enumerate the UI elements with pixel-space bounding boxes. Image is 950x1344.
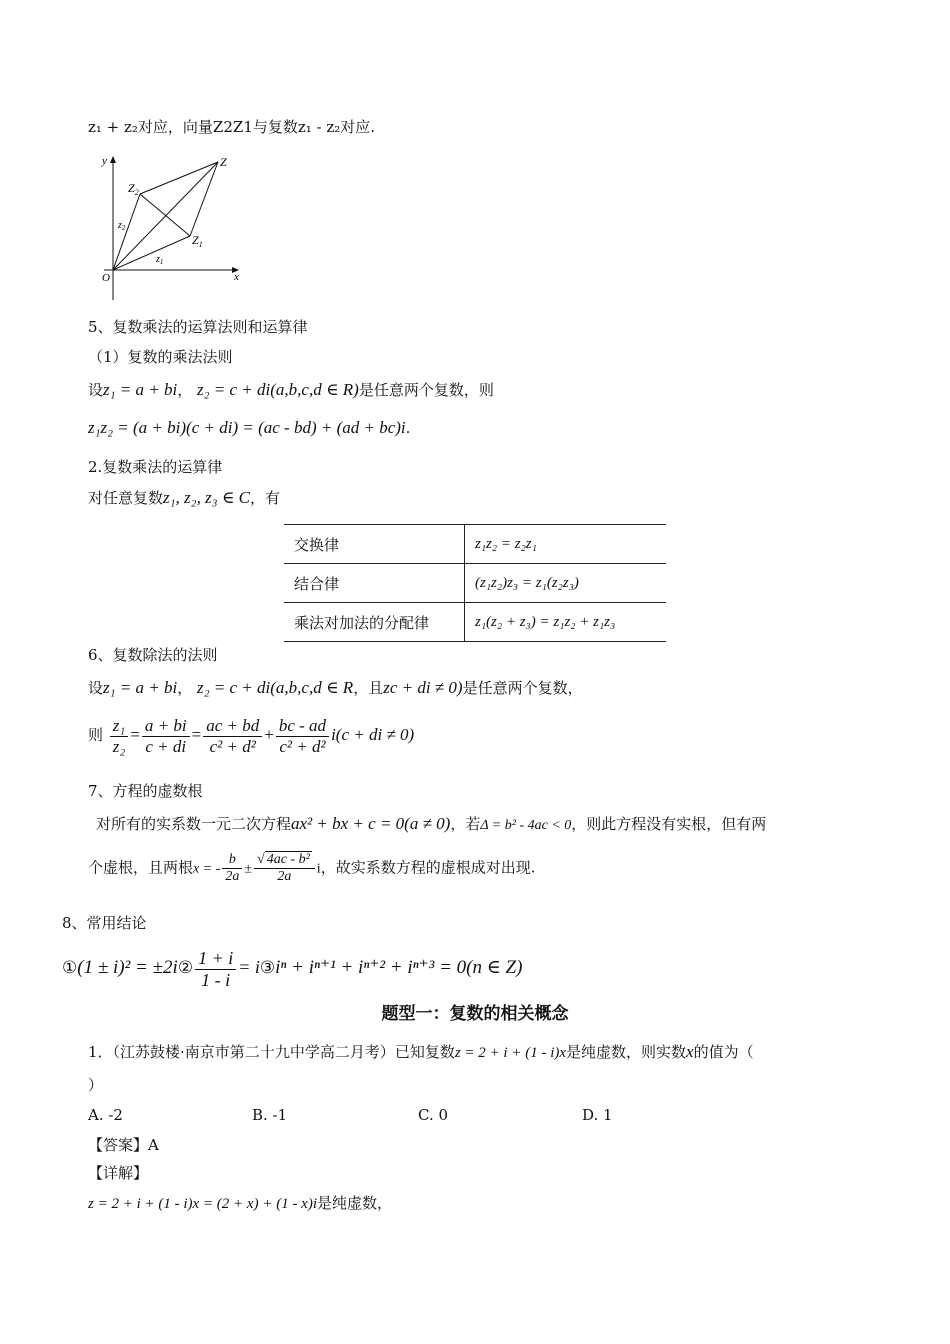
detail-line — [88, 1194, 392, 1213]
any-prefix: 对任意复数 — [88, 489, 164, 507]
product-formula: z₁z₂ = (a + bi)(c + di) = (ac - bd) + (ad + bc)i — [88, 418, 406, 437]
set-suffix: 是任意两个复数，则 — [358, 381, 494, 399]
set-suffix: 是任意两个复数， — [462, 679, 583, 697]
law-name: 交换律 — [284, 525, 465, 564]
option-d[interactable]: D. 1 — [582, 1106, 613, 1124]
condition: (a,b,c,d ∈ R) — [270, 380, 359, 399]
para2-b: ，故实系数方程的虚根成对出现. — [320, 858, 536, 877]
label-z1-vector: $z_1$ — [156, 254, 164, 266]
root-x: x = - — [193, 861, 221, 877]
law-formula: (z₁z₂)z₃ = z₁(z₂z₃) — [465, 564, 667, 603]
side-z2z — [140, 162, 218, 194]
label-y: y — [102, 155, 107, 167]
vector-oz1 — [113, 236, 190, 270]
detail-label: 【详解】 — [88, 1164, 149, 1182]
numerator: b — [222, 852, 242, 869]
multiplication-laws-table — [284, 524, 666, 642]
section6-title: 6、复数除法的法则 — [88, 646, 218, 664]
table-row — [284, 525, 666, 564]
label-z2-vector: $z_2$ — [118, 220, 126, 232]
denominator: z₂ — [112, 736, 126, 756]
section7-para2 — [88, 852, 535, 885]
radicand: 4ac - b² — [266, 852, 310, 867]
law-name: 乘法对加法的分配律 — [284, 603, 465, 642]
section8-title: 8、常用结论 — [62, 914, 147, 932]
any-set: z₁, z₂, z₃ ∈ C — [163, 488, 251, 507]
numerator: z₁ — [110, 716, 129, 737]
table-row — [284, 603, 666, 642]
condition-a: (a,b,c,d ∈ R — [270, 678, 354, 697]
stem-x: x — [686, 1042, 694, 1061]
denominator: c² + d² — [279, 736, 326, 756]
numerator: √ 4ac - b² — [254, 852, 315, 869]
question-1-stem — [88, 1042, 754, 1062]
law-name: 结合律 — [284, 564, 465, 603]
vector-oz2 — [113, 194, 140, 270]
numerator: ac + bd — [203, 716, 262, 737]
section-heading: 题型一：复数的相关概念 — [381, 1004, 569, 1024]
z1-def: z₁ = a + bi — [103, 380, 178, 399]
stem-a: 1．（江苏鼓楼·南京市第二十九中学高二月考）已知复数 — [88, 1043, 455, 1061]
stem-b: 是纯虚数，则实数 — [566, 1043, 687, 1061]
section7-title: 7、方程的虚数根 — [88, 782, 203, 800]
result-1: (1 ± i)² = ±2i — [77, 957, 178, 979]
set-prefix: 设 — [88, 381, 104, 399]
plus-minus: ± — [244, 861, 253, 877]
fraction-a-bi — [142, 716, 190, 756]
denominator: c + di — [145, 736, 187, 756]
fraction-real — [203, 716, 262, 756]
then-label: 则 — [88, 726, 104, 745]
y-axis-arrow — [110, 156, 116, 163]
option-c[interactable]: C. 0 — [418, 1106, 449, 1124]
detail-equation: z = 2 + i + (1 - i)x = (2 + x) + (1 - x)i — [88, 1196, 318, 1212]
section5-sub1: （1）复数的乘法法则 — [88, 348, 233, 366]
section6-def-line: 设z₁ = a + bi， z₂ = c + di(a,b,c,d ∈ R，且zc + di ≠ 0)是任意两个复数， — [88, 678, 583, 697]
division-formula-line: 则 $\frac{\text{z₁}}{\text{z₂}}$ = $\frac{a + bi}{c + di}$ = $\frac{ac + bd}{\text{c² + d²}}$ + $\frac{bc - ad}{\text{c² + d²}}$ i(c + di ≠ 0) — [88, 716, 415, 756]
marker-3: ③ — [259, 958, 276, 979]
denominator: 2a — [225, 869, 240, 885]
any-complex-line — [88, 488, 280, 508]
question-1-stem-close: ） — [88, 1076, 104, 1094]
label-z: Z — [220, 155, 227, 169]
table-row — [284, 564, 666, 603]
result-3: iⁿ + iⁿ⁺¹ + iⁿ⁺² + iⁿ⁺³ = 0(n ∈ Z) — [275, 957, 523, 979]
option-b[interactable]: B. -1 — [252, 1106, 288, 1124]
answer-line: 【答案】A — [88, 1136, 159, 1154]
denominator: c² + d² — [209, 736, 256, 756]
section5-sub2: 2.复数乘法的运算律 — [88, 458, 223, 476]
any-suffix: ，有 — [250, 489, 281, 507]
common-results-line — [62, 948, 522, 990]
label-x: x — [234, 271, 239, 283]
para1-c: ，则此方程没有实根，但有两 — [571, 815, 767, 833]
z2-def: z₂ = c + di — [197, 678, 271, 697]
side-z1z — [190, 162, 218, 236]
numerator: a + bi — [142, 716, 190, 737]
marker-2: ② — [177, 958, 194, 979]
condition-b: ，且 — [353, 679, 384, 697]
law-formula: z₁z₂ = z₂z₁ — [465, 525, 667, 564]
section7-para1 — [96, 814, 766, 835]
para2-a: 个虚根，且两根 — [88, 858, 194, 877]
parallelogram-figure — [96, 150, 256, 308]
detail-tail: 是纯虚数， — [317, 1194, 393, 1212]
diagonal-z2z1 — [140, 194, 190, 236]
fraction-z1-z2 — [110, 716, 129, 756]
intro-text: z₁ + z₂对应，向量Z2Z1与复数z₁ - z₂对应. — [88, 118, 376, 136]
para1-b: ，若 — [450, 815, 481, 833]
fraction-b-2a — [222, 852, 242, 885]
numerator: 1 + i — [195, 948, 236, 970]
denominator: 1 - i — [201, 969, 231, 990]
fraction-imag — [276, 716, 329, 756]
set-prefix: 设 — [88, 679, 104, 697]
label-Z1: $Z_1$ — [192, 233, 203, 249]
stem-c: 的值为（ — [693, 1043, 754, 1061]
section5-title: 5、复数乘法的运算法则和运算律 — [88, 318, 308, 336]
result-2: = i — [238, 957, 260, 978]
numerator: bc - ad — [276, 716, 329, 737]
z1-def: z₁ = a + bi — [103, 678, 178, 697]
label-Z2: $Z_2$ — [128, 181, 139, 197]
division-tail: i(c + di ≠ 0) — [331, 725, 415, 745]
denominator: 2a — [277, 869, 292, 885]
fraction-1pi-1mi — [195, 948, 236, 990]
law-formula: z₁(z₂ + z₃) = z₁z₂ + z₁z₃ — [465, 603, 667, 642]
product-formula-line — [88, 418, 410, 438]
option-a[interactable]: A. -2 — [88, 1106, 123, 1124]
product-end: . — [405, 419, 411, 437]
stem-equation: z = 2 + i + (1 - i)x — [454, 1045, 567, 1061]
condition-c: zc + di ≠ 0) — [383, 678, 463, 697]
intro-line — [88, 118, 375, 136]
label-o: O — [102, 272, 110, 284]
para1-a: 对所有的实系数一元二次方程 — [96, 815, 292, 833]
z2-def: z₂ = c + di — [197, 380, 271, 399]
imaginary-unit: i — [316, 861, 321, 877]
fraction-sqrt — [254, 852, 315, 885]
discriminant: Δ = b² - 4ac < 0 — [480, 818, 572, 833]
section5-def-line: 设z₁ = a + bi， z₂ = c + di(a,b,c,d ∈ R)是任意两个复数，则 — [88, 380, 494, 399]
marker-1: ① — [62, 958, 78, 979]
quadratic-equation: ax² + bx + c = 0(a ≠ 0) — [291, 814, 451, 833]
